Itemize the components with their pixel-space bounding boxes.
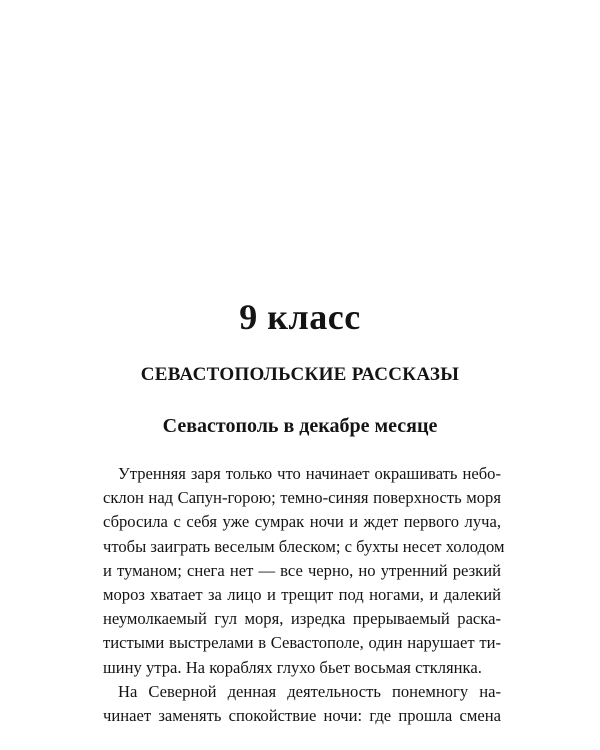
text-line: чинает заменять спокойствие ночи: где прошла смена	[103, 705, 501, 725]
text-line: неумолкаемый гул моря, изредка прерываемый раска-	[103, 609, 501, 629]
text-line: мороз хватает за лицо и трещит под ногами, и далекий	[103, 584, 501, 604]
story-title: Севастополь в декабре месяце	[162, 415, 438, 437]
text-line: На Северной денная деятельность понемногу на-	[118, 681, 501, 701]
grade-title: 9 класс	[239, 297, 361, 337]
text-line: тистыми выстрелами в Севастополе, один нарушает ти-	[103, 633, 501, 653]
text-line: склон над Сапун-горою; темно-синяя поверхность моря	[103, 488, 501, 508]
series-title: СЕВАСТОПОЛЬСКИЕ РАССКАЗЫ	[140, 364, 460, 385]
text-line: Утренняя заря только что начинает окрашивать небо-	[118, 464, 501, 483]
text-line: сбросила с себя уже сумрак ночи и ждет первого луча,	[103, 512, 501, 532]
text-line: и туманом; снега нет — все черно, но утренний резкий	[103, 560, 501, 580]
story-text	[103, 462, 505, 728]
text-line: шину утра. На кораблях глухо бьет восьмая стклянка.	[103, 657, 482, 677]
text-line: чтобы заиграть веселым блеском; с бухты несет холодом	[103, 536, 505, 556]
